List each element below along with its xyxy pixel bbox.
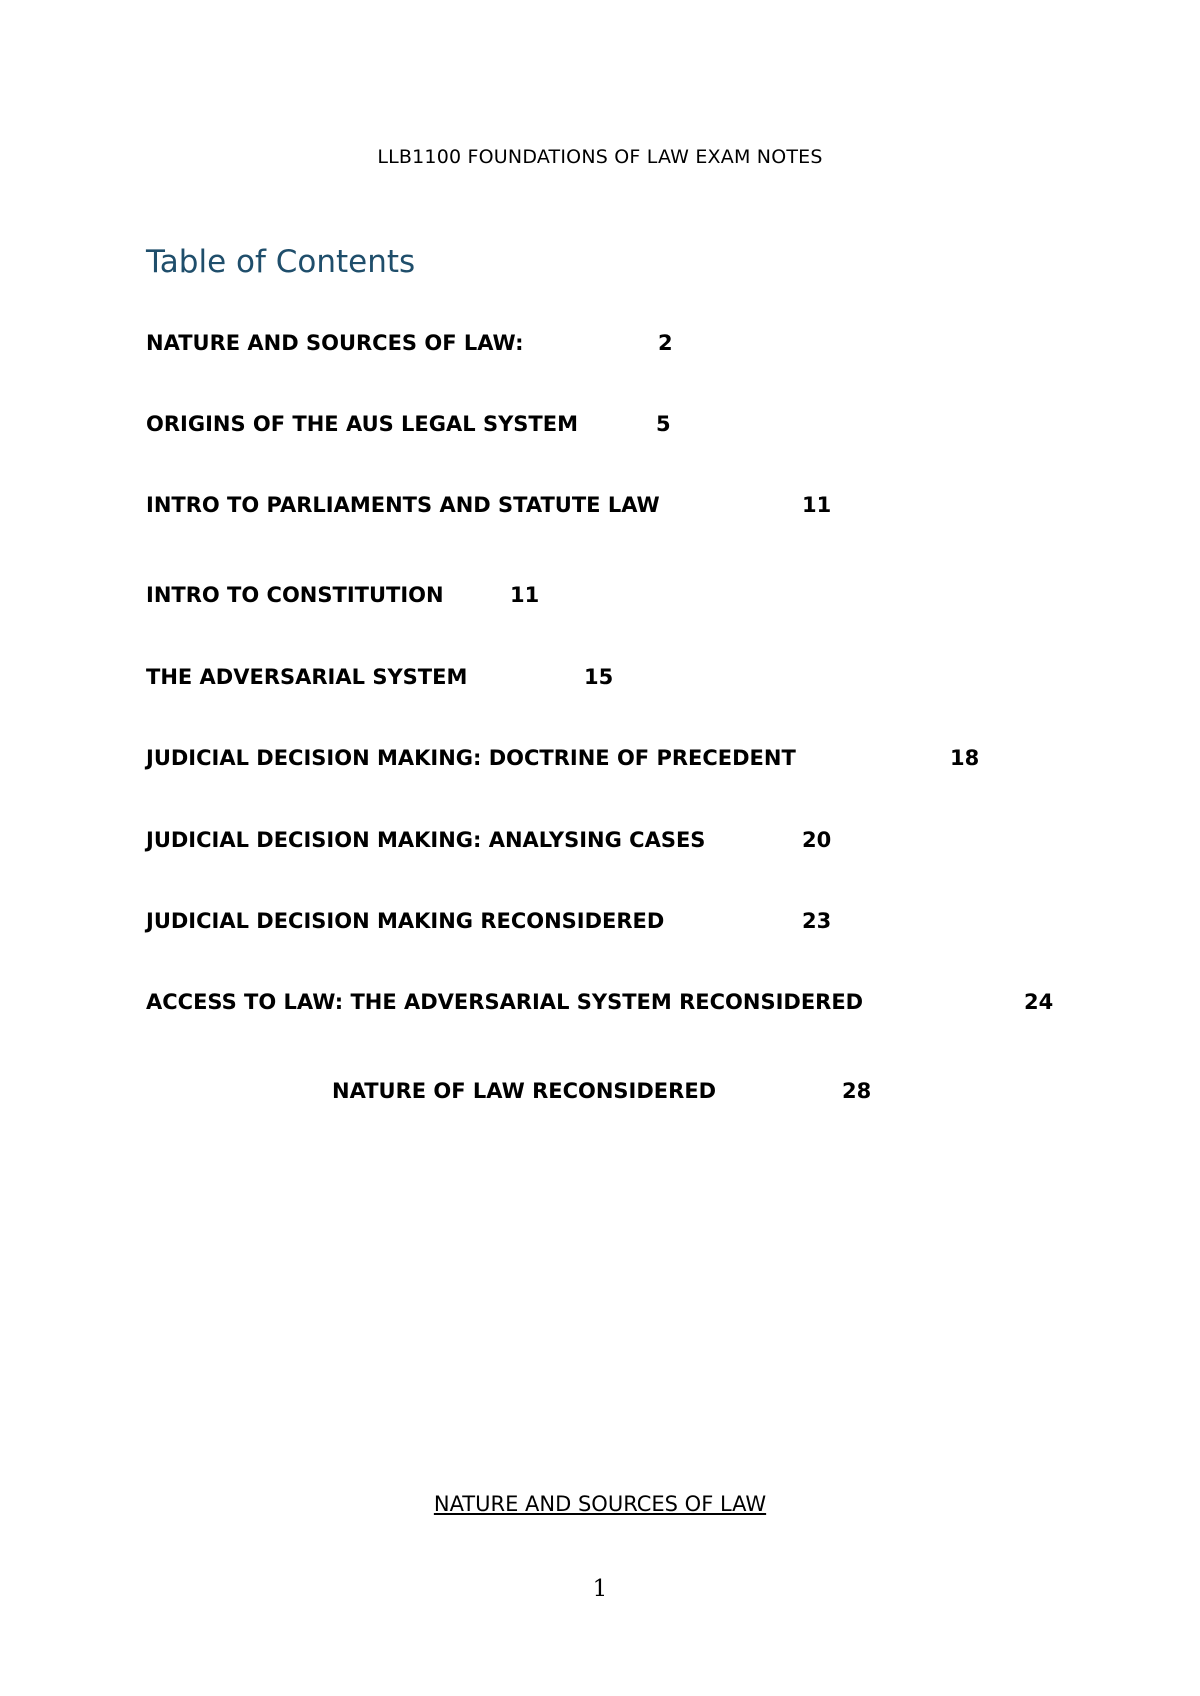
toc-entry[interactable] — [332, 1077, 872, 1105]
toc-entry[interactable] — [146, 329, 673, 357]
toc-entry-title: JUDICIAL DECISION MAKING RECONSIDERED — [146, 909, 665, 933]
toc-entry[interactable] — [146, 826, 832, 854]
toc-entry-title: JUDICIAL DECISION MAKING: DOCTRINE OF PRECEDENT — [146, 746, 796, 770]
toc-entry[interactable] — [146, 744, 980, 772]
section-title: NATURE AND SOURCES OF LAW — [433, 1492, 767, 1516]
toc-entry-page: 24 — [1024, 990, 1054, 1014]
toc-entry-page: 28 — [842, 1079, 872, 1103]
toc-entry-page: 15 — [584, 665, 614, 689]
toc-entry[interactable] — [146, 663, 614, 691]
toc-heading: Table of Contents — [146, 244, 416, 280]
toc-entry-title: ORIGINS OF THE AUS LEGAL SYSTEM — [146, 412, 578, 436]
toc-entry-title: INTRO TO PARLIAMENTS AND STATUTE LAW — [146, 493, 660, 517]
toc-entry-page: 11 — [510, 583, 540, 607]
toc-entry[interactable] — [146, 907, 832, 935]
toc-entry[interactable] — [146, 581, 540, 609]
running-header: LLB1100 FOUNDATIONS OF LAW EXAM NOTES — [377, 146, 823, 168]
toc-entry[interactable] — [146, 491, 832, 519]
toc-entry-page: 2 — [658, 331, 673, 355]
toc-entry-page: 18 — [950, 746, 980, 770]
toc-entry-page: 20 — [802, 828, 832, 852]
toc-entry-title: INTRO TO CONSTITUTION — [146, 583, 444, 607]
toc-entry-title: NATURE OF LAW RECONSIDERED — [332, 1079, 717, 1103]
toc-entry-page: 11 — [802, 493, 832, 517]
toc-entry[interactable] — [146, 988, 1054, 1016]
toc-entry-title: NATURE AND SOURCES OF LAW: — [146, 331, 524, 355]
toc-entry-title: THE ADVERSARIAL SYSTEM — [146, 665, 468, 689]
toc-entry-title: ACCESS TO LAW: THE ADVERSARIAL SYSTEM RECONSIDERED — [146, 990, 864, 1014]
toc-entry[interactable] — [146, 410, 671, 438]
toc-entry-title: JUDICIAL DECISION MAKING: ANALYSING CASES — [146, 828, 706, 852]
page-number: 1 — [592, 1576, 608, 1602]
toc-entry-page: 23 — [802, 909, 832, 933]
toc-entry-page: 5 — [656, 412, 671, 436]
